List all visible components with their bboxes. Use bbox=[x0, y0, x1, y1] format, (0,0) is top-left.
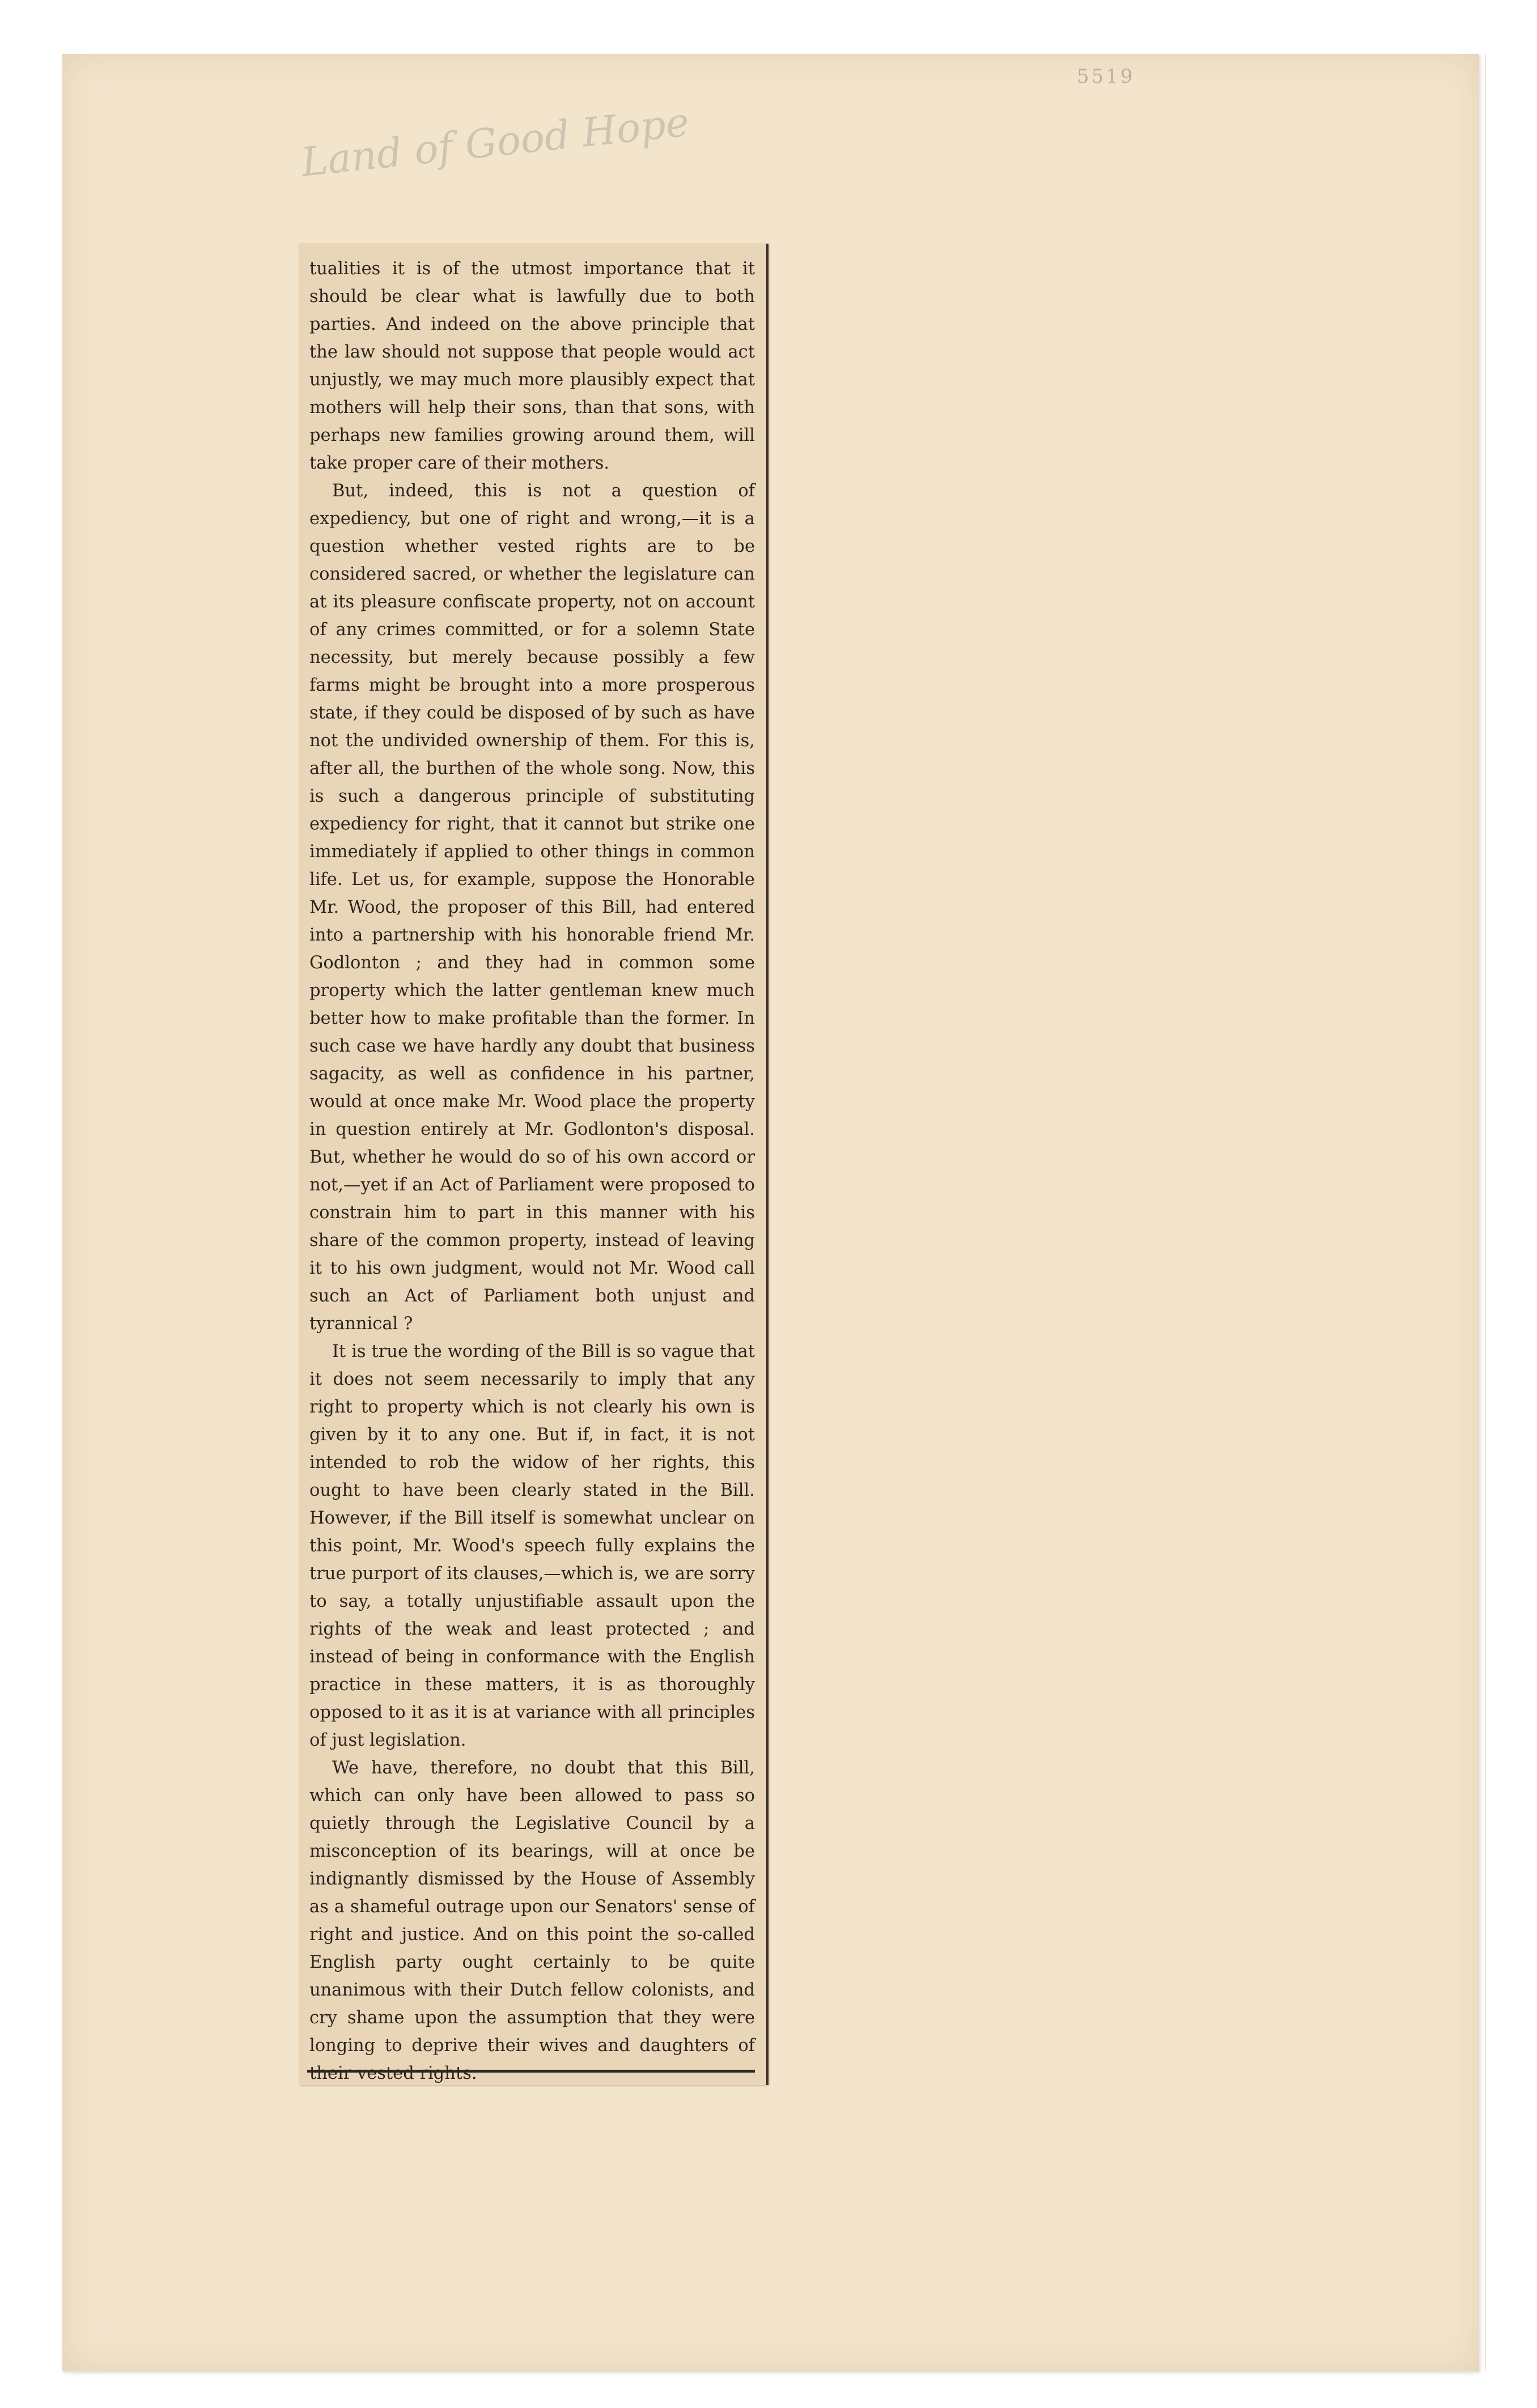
paragraph-4: We have, therefore, no doubt that this Bill, which can only have been allowed to pass so quietly through the Legislative Council by a misconception of its bearings, will at once be indignantly dismissed by the House of Assembly as a shameful outrage upon our Senators' sense of right and justice. And on this point the so-called English party ought certainly to be quite unanimous with their Dutch fellow colonists, and cry shame upon the assumption that they were longing to deprive their wives and daughters of their vested rights. bbox=[309, 1758, 755, 2083]
clipping-column bbox=[309, 255, 755, 2087]
paragraph-1: tualities it is of the utmost importance that it should be clear what is lawfully due to both parties. And indeed on the above principle that the law should not suppose that people would act unjustly, we may much more plausibly expect that mothers will help their sons, than that sons, with perhaps new families growing around them, will take proper care of their mothers. bbox=[309, 259, 755, 473]
paper-fold-edge bbox=[1485, 54, 1486, 2371]
archive-number: 5519 bbox=[1077, 65, 1135, 88]
newspaper-clipping bbox=[299, 244, 768, 2085]
column-end-rule bbox=[307, 2070, 755, 2073]
paragraph-2: But, indeed, this is not a question of expediency, but one of right and wrong,—it is a question whether vested rights are to be considered sacred, or whether the legislature can at its pleasure confiscate property, not on account of any crimes committed, or for a solemn State necessity, but merely because possibly a few farms might be brought into a more prosperous state, if they could be disposed of by such as have not the undivided ownership of them. For this is, after all, the burthen of the whole song. Now, this is such a dangerous principle of substituting expediency for right, that it cannot but strike one immediately if applied to other things in common life. Let us, for example, suppose the Honorable Mr. Wood, the proposer of this Bill, had entered into a partnership with his honorable friend Mr. Godlonton ; and they had in common some property which the latter gentleman knew much better how to make profitable than the former. In such case we have hardly any doubt that business sagacity, as well as confidence in his partner, would at once make Mr. Wood place the property in question entirely at Mr. Godlonton's disposal. But, whether he would do so of his own accord or not,—yet if an Act of Parliament were proposed to constrain him to part in this manner with his share of the common property, instead of leaving it to his own judgment, would not Mr. Wood call such an Act of Parliament both unjust and tyrannical ? bbox=[309, 481, 755, 1334]
paragraph-3: It is true the wording of the Bill is so vague that it does not seem necessarily to imply that any right to property which is not clearly his own is given by it to any one. But if, in fact, it is not intended to rob the widow of her rights, this ought to have been clearly stated in the Bill. However, if the Bill itself is somewhat unclear on this point, Mr. Wood's speech fully explains the true purport of its clauses,—which is, we are sorry to say, a totally unjustifiable assault upon the rights of the weak and least protected ; and instead of being in conformance with the English practice in these matters, it is as thoroughly opposed to it as it is at variance with all principles of just legislation. bbox=[309, 1342, 755, 1750]
archival-paper-sheet bbox=[62, 54, 1479, 2371]
pencil-annotation: Land of Good Hope bbox=[299, 99, 691, 186]
